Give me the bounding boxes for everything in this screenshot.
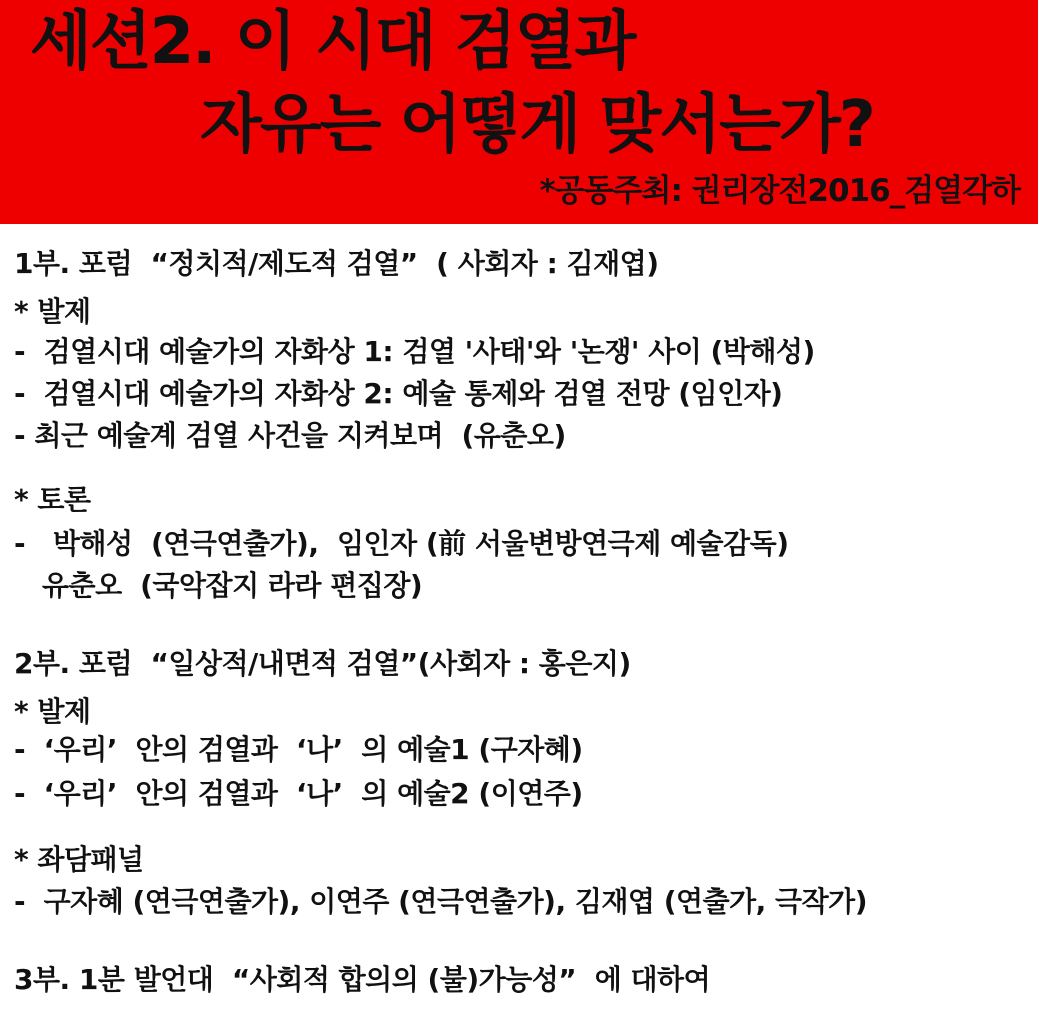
cohost-credit: *공동주최: 권리장전2016_검열각하 [539,173,1020,209]
part1-discussion-item: - 박해성 (연극연출가), 임인자 (前 서울변방연극제 예술감독) [14,527,789,560]
part1-presentation-item: - 최근 예술계 검열 사건을 지켜보며 (유춘오) [14,419,566,452]
part1-discussion-label: * 토론 [14,483,91,516]
part1-heading: 1부. 포럼 “정치적/제도적 검열” ( 사회자 : 김재엽) [14,247,659,280]
part1-presentation-item: - 검열시대 예술가의 자화상 1: 검열 '사태'와 '논쟁' 사이 (박해성) [14,335,815,368]
part2-presentation-item: - ‘우리’ 안의 검열과 ‘나’ 의 예술1 (구자혜) [14,733,583,766]
session-title-line1: 세션2. 이 시대 검열과 [30,5,635,79]
title-banner [0,0,1038,224]
session-title-line2: 자유는 어떻게 맞서는가? [200,88,874,162]
part2-heading: 2부. 포럼 “일상적/내면적 검열”(사회자 : 홍은지) [14,647,631,680]
part1-discussion-item: 유춘오 (국악잡지 라라 편집장) [42,569,423,602]
part3-heading: 3부. 1분 발언대 “사회적 합의의 (불)가능성” 에 대하여 [14,963,711,996]
part1-presentation-item: - 검열시대 예술가의 자화상 2: 예술 통제와 검열 전망 (임인자) [14,377,783,410]
part2-panel-item: - 구자혜 (연극연출가), 이연주 (연극연출가), 김재엽 (연출가, 극작가) [14,885,867,918]
part2-presentation-label: * 발제 [14,695,91,728]
part2-presentation-item: - ‘우리’ 안의 검열과 ‘나’ 의 예술2 (이연주) [14,777,583,810]
part1-presentation-label: * 발제 [14,295,91,328]
part2-panel-label: * 좌담패널 [14,843,144,876]
